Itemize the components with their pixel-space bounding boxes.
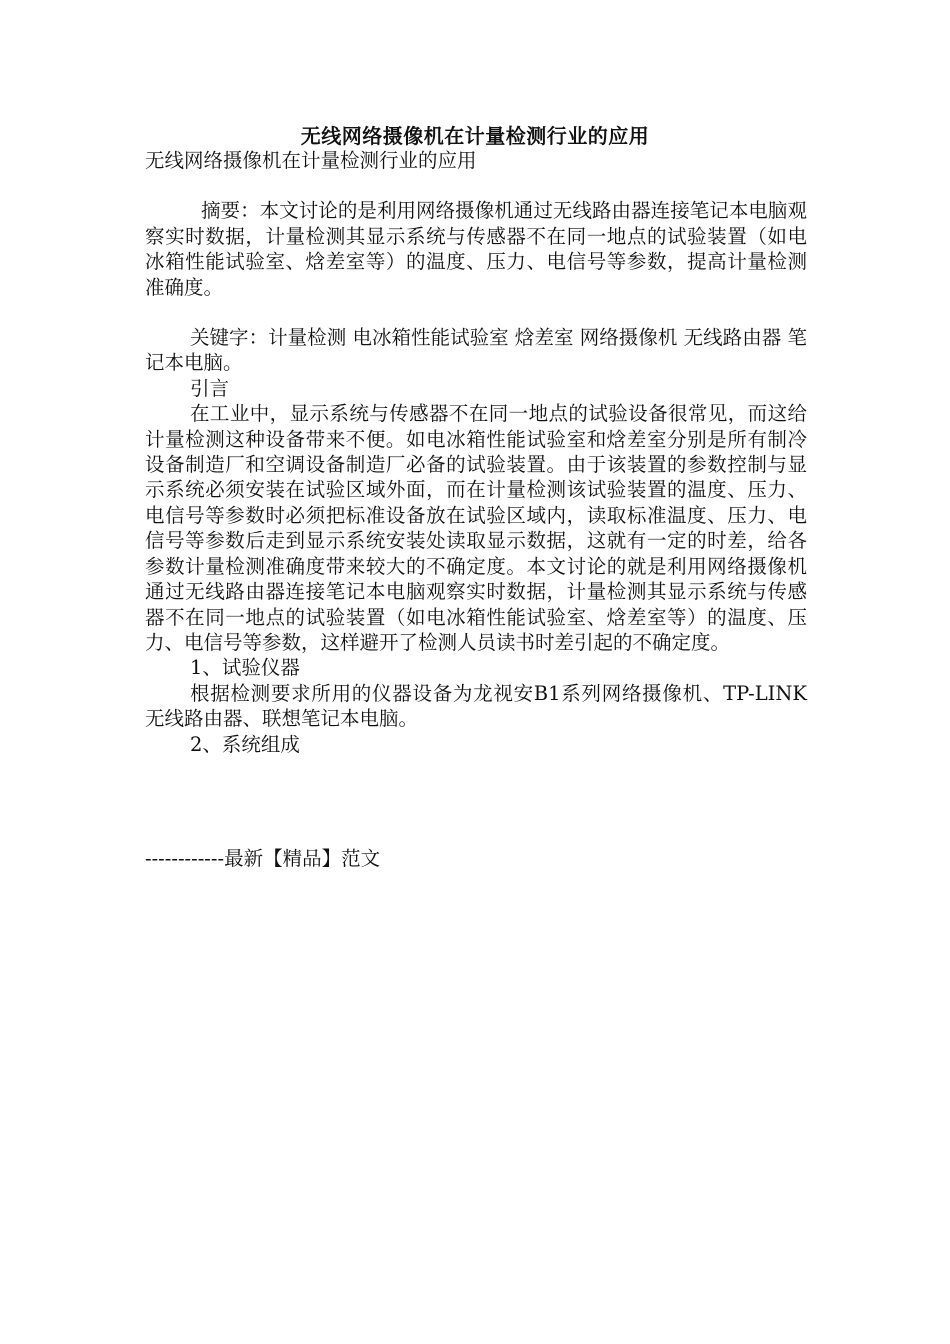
section-1-paragraph: 根据检测要求所用的仪器设备为龙视安B1系列网络摄像机、TP-LINK无线路由器、联想笔记本电脑。	[145, 681, 807, 731]
intro-heading: 引言	[190, 376, 230, 400]
abstract-paragraph: 摘要：本文讨论的是利用网络摄像机通过无线路由器连接笔记本电脑观察实时数据，计量检测其显示系统与传感器不在同一地点的试验装置（如电冰箱性能试验室、焓差室等）的温度、压力、电信号等参数，提高计量检测准确度。	[145, 199, 807, 299]
intro-paragraph: 在工业中，显示系统与传感器不在同一地点的试验设备很常见，而这给计量检测这种设备带来不便。如电冰箱性能试验室和焓差室分别是所有制冷设备制造厂和空调设备制造厂必备的试验装置。由于该装置的参数控制与显示系统必须安装在试验区域外面，而在计量检测该试验装置的温度、压力、电信号等参数时必须把标准设备放在试验区域内，读取标准温度、压力、电信号等参数后走到显示系统安装处读取显示数据，这就有一定的时差，给各参数计量检测准确度带来较大的不确定度。本文讨论的就是利用网络摄像机通过无线路由器连接笔记本电脑观察实时数据，计量检测其显示系统与传感器不在同一地点的试验装置（如电冰箱性能试验室、焓差室等）的温度、压力、电信号等参数，这样避开了检测人员读书时差引起的不确定度。	[145, 402, 807, 654]
keywords-paragraph: 关键字：计量检测 电冰箱性能试验室 焓差室 网络摄像机 无线路由器 笔记本电脑。	[145, 326, 807, 375]
footer-text: ------------最新【精品】范文	[145, 847, 381, 870]
section-1-heading: 1、试验仪器	[190, 656, 300, 680]
document-subtitle: 无线网络摄像机在计量检测行业的应用	[145, 149, 477, 172]
document-body	[145, 148, 807, 757]
spacer	[145, 173, 807, 198]
document-title: 无线网络摄像机在计量检测行业的应用	[300, 124, 650, 148]
spacer	[145, 300, 807, 325]
section-2-heading: 2、系统组成	[190, 732, 300, 756]
